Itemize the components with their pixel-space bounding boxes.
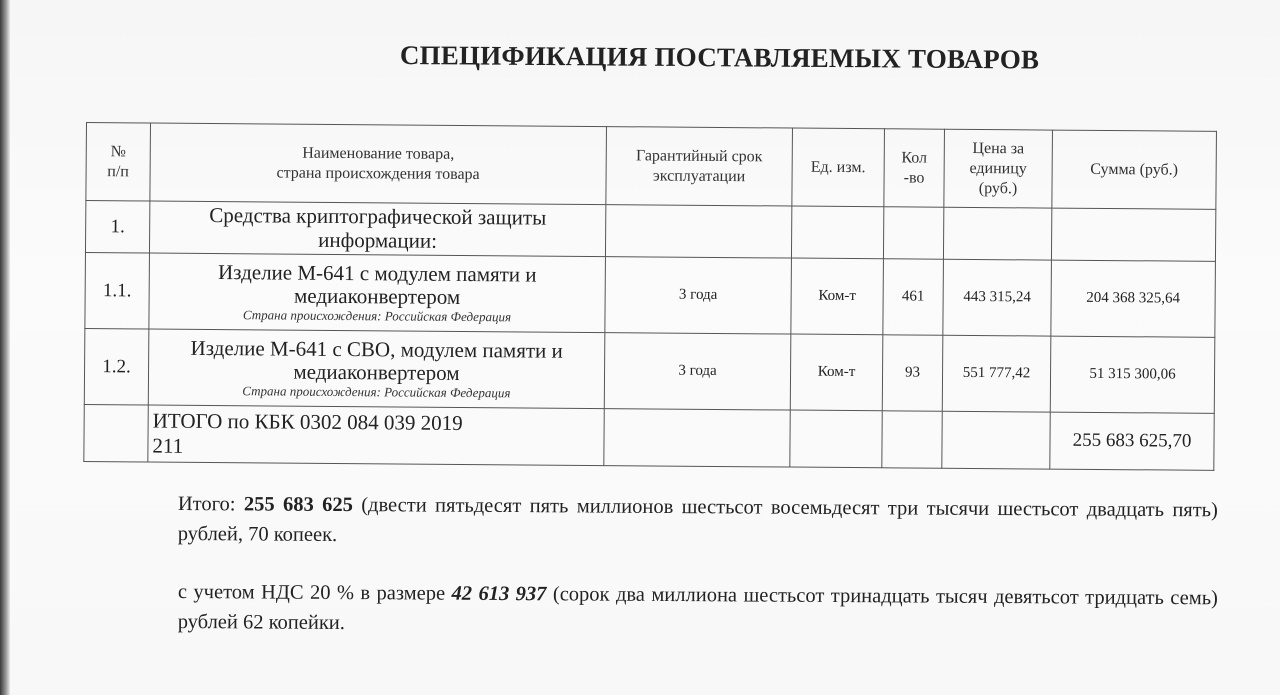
summary-vat-paragraph: с учетом НДС 20 % в размере 42 613 937 (сорок два миллиона шестьсот тринадцать тысяч девятьсот тридцать семь) рублей 62 копейки. xyxy=(177,580,1218,634)
row-origin: Страна происхождения: Российская Федерация xyxy=(242,307,512,325)
document-page xyxy=(10,0,1280,695)
row-price xyxy=(943,207,1051,260)
row-unit: Ком-т xyxy=(790,334,883,411)
header-num: № п/п xyxy=(86,123,151,202)
total-price xyxy=(942,411,1050,469)
header-warranty: Гарантийный срок эксплуатации xyxy=(606,127,793,206)
row-qty: 461 xyxy=(883,259,944,335)
row-num: 1.1. xyxy=(85,253,150,330)
row-num: 1. xyxy=(85,201,149,254)
total-qty xyxy=(882,411,942,468)
row-unit xyxy=(791,206,883,259)
row-sum: 51 315 300,06 xyxy=(1050,336,1215,413)
summary-vat-amount: 42 613 937 xyxy=(451,582,547,606)
row-origin: Страна происхождения: Российская Федерация xyxy=(242,383,511,401)
total-label: ИТОГО по КБК 0302 084 039 2019 211 xyxy=(148,405,604,466)
table-row xyxy=(85,253,1216,338)
total-sum: 255 683 625,70 xyxy=(1050,412,1214,470)
row-qty xyxy=(883,207,943,260)
total-warranty xyxy=(604,409,790,467)
header-price: Цена за единицу (руб.) xyxy=(944,129,1053,208)
row-name: Изделие М-641 с модулем памяти и медиаконвертером Страна происхождения: Российская Федерация xyxy=(149,253,606,333)
row-price: 551 777,42 xyxy=(942,335,1051,412)
specification-table xyxy=(83,122,1217,471)
row-qty: 93 xyxy=(882,335,943,411)
table-row xyxy=(85,201,1215,262)
document-title: СПЕЦИФИКАЦИЯ ПОСТАВЛЯЕМЫХ ТОВАРОВ xyxy=(399,40,1040,75)
scan-left-edge xyxy=(0,0,10,695)
header-sum: Сумма (руб.) xyxy=(1052,130,1217,209)
summary-total-amount: 255 683 625 xyxy=(243,493,353,517)
row-sum: 204 368 325,64 xyxy=(1051,260,1216,337)
table-total-row xyxy=(84,405,1214,471)
header-unit: Ед. изм. xyxy=(792,128,885,207)
summary-total-paragraph: Итого: 255 683 625 (двести пятьдесят пять миллионов шестьсот восемьдесят три тысячи шестьсот двадцать пять) рублей, 70 копеек. xyxy=(177,492,1218,546)
row-price: 443 315,24 xyxy=(943,259,1052,336)
table-row xyxy=(84,329,1215,414)
table-header-row xyxy=(86,123,1217,210)
row-sum xyxy=(1051,208,1215,261)
row-name: Средства криптографической защиты информации: xyxy=(149,201,605,257)
row-warranty: 3 года xyxy=(605,257,792,334)
header-name: Наименование товара, страна происхождения товара xyxy=(150,123,607,205)
total-unit xyxy=(790,410,882,468)
row-num: 1.2. xyxy=(84,329,149,406)
header-qty: Кол -во xyxy=(884,129,945,207)
row-unit: Ком-т xyxy=(791,258,884,335)
row-warranty xyxy=(605,205,791,258)
row-name: Изделие М-641 с СВО, модулем памяти и медиаконвертером Страна происхождения: Российская Федерация xyxy=(148,329,605,409)
total-num xyxy=(84,405,148,463)
row-warranty: 3 года xyxy=(604,333,791,410)
